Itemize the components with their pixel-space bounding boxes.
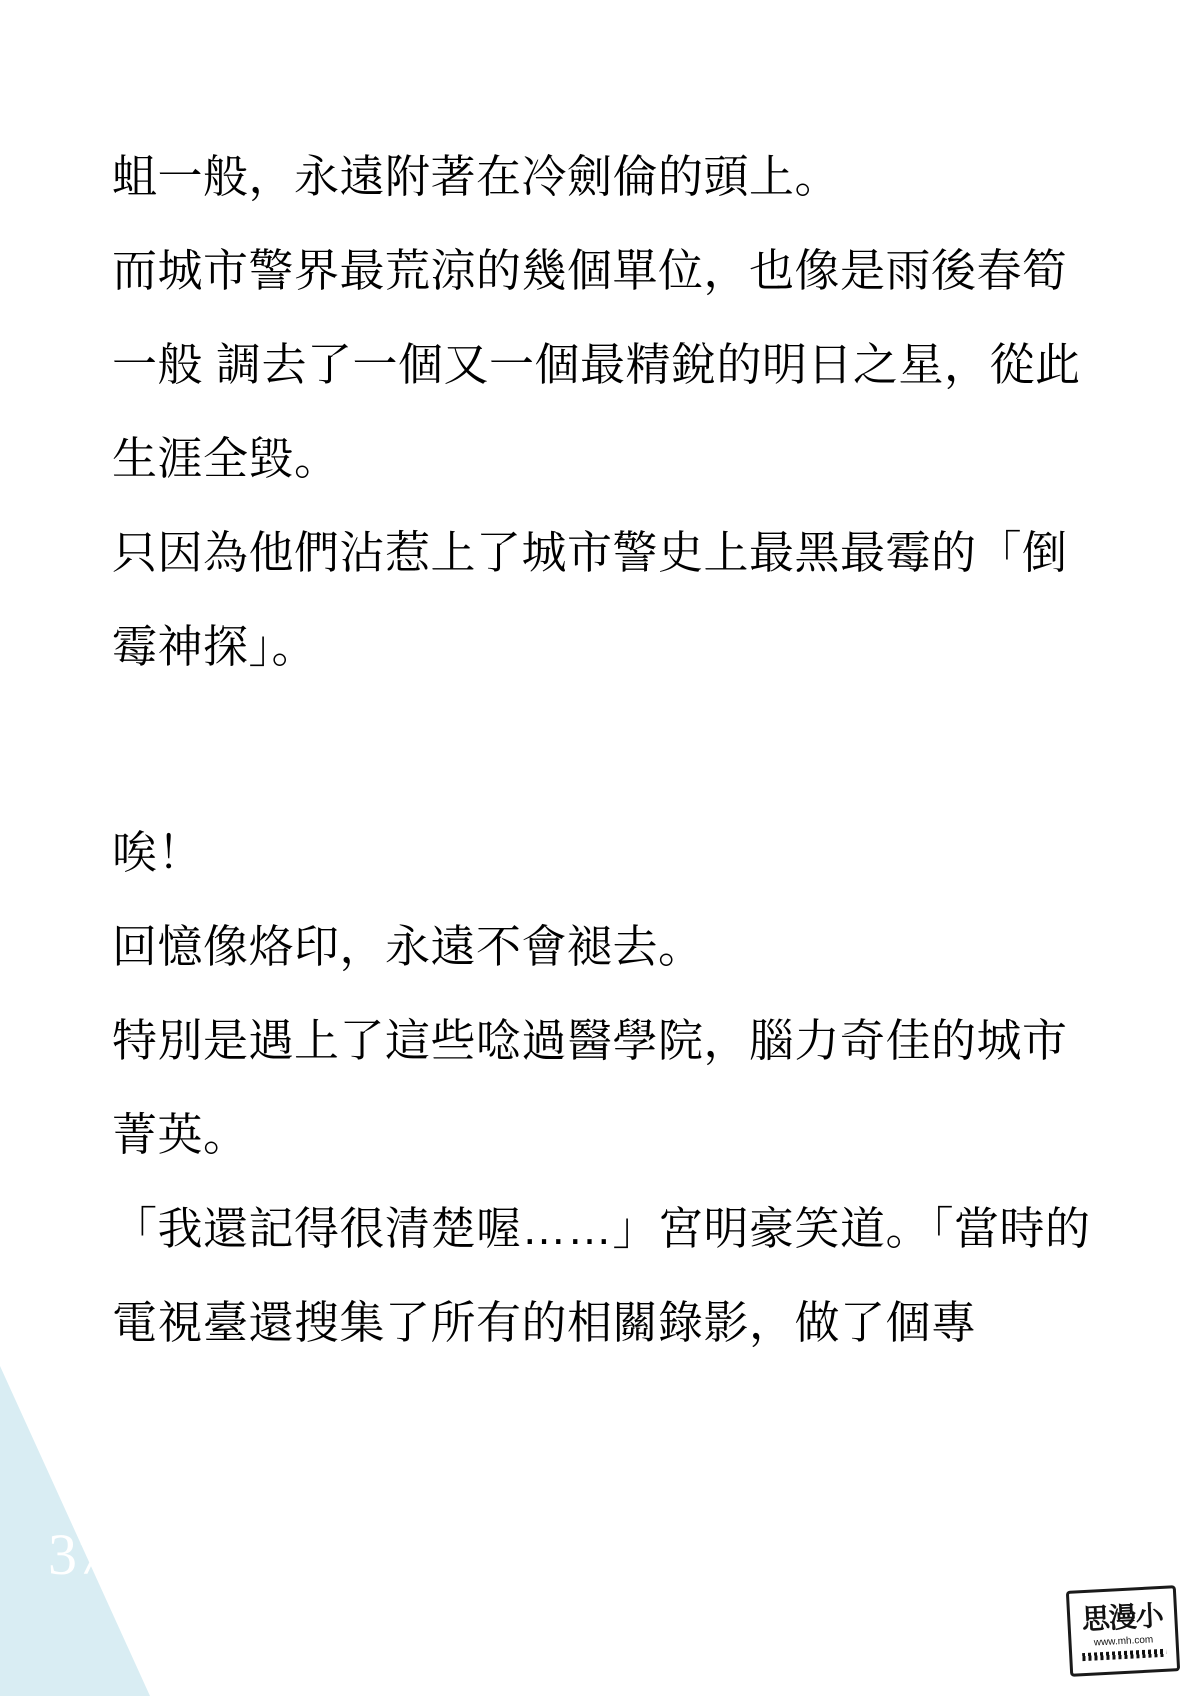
page-number: 37	[48, 1522, 106, 1587]
paragraph-6: 特別是遇上了這些唸過醫學院，腦力奇佳的城市菁英。	[112, 1015, 1068, 1160]
page-text-body	[112, 130, 1112, 1370]
paragraph-3: 只因為他們沾惹上了城市警史上最黑最霉的「倒霉神探」。	[112, 527, 1068, 672]
watermark-sub-text: www.mh.com	[1093, 1634, 1154, 1649]
watermark-barcode-icon	[1082, 1648, 1166, 1660]
paragraph-2: 而城市警界最荒涼的幾個單位，也像是雨後春筍一般 調去了一個又一個最精銳的明日之星，從此生涯全毀。	[112, 245, 1081, 484]
paragraph-4: 唉！	[112, 827, 204, 878]
paragraph-7: 「我還記得很清楚喔……」宮明豪笑道。「當時的電視臺還搜集了所有的相關錄影，做了個專	[112, 1203, 1091, 1348]
paragraph-5: 回憶像烙印，永遠不會褪去。	[112, 921, 704, 972]
watermark-stamp	[1066, 1585, 1180, 1677]
watermark-main-text: 思漫小	[1081, 1600, 1164, 1636]
paragraph-1: 蛆一般，永遠附著在冷劍倫的頭上。	[112, 151, 841, 202]
paragraph-spacer	[112, 694, 1112, 806]
